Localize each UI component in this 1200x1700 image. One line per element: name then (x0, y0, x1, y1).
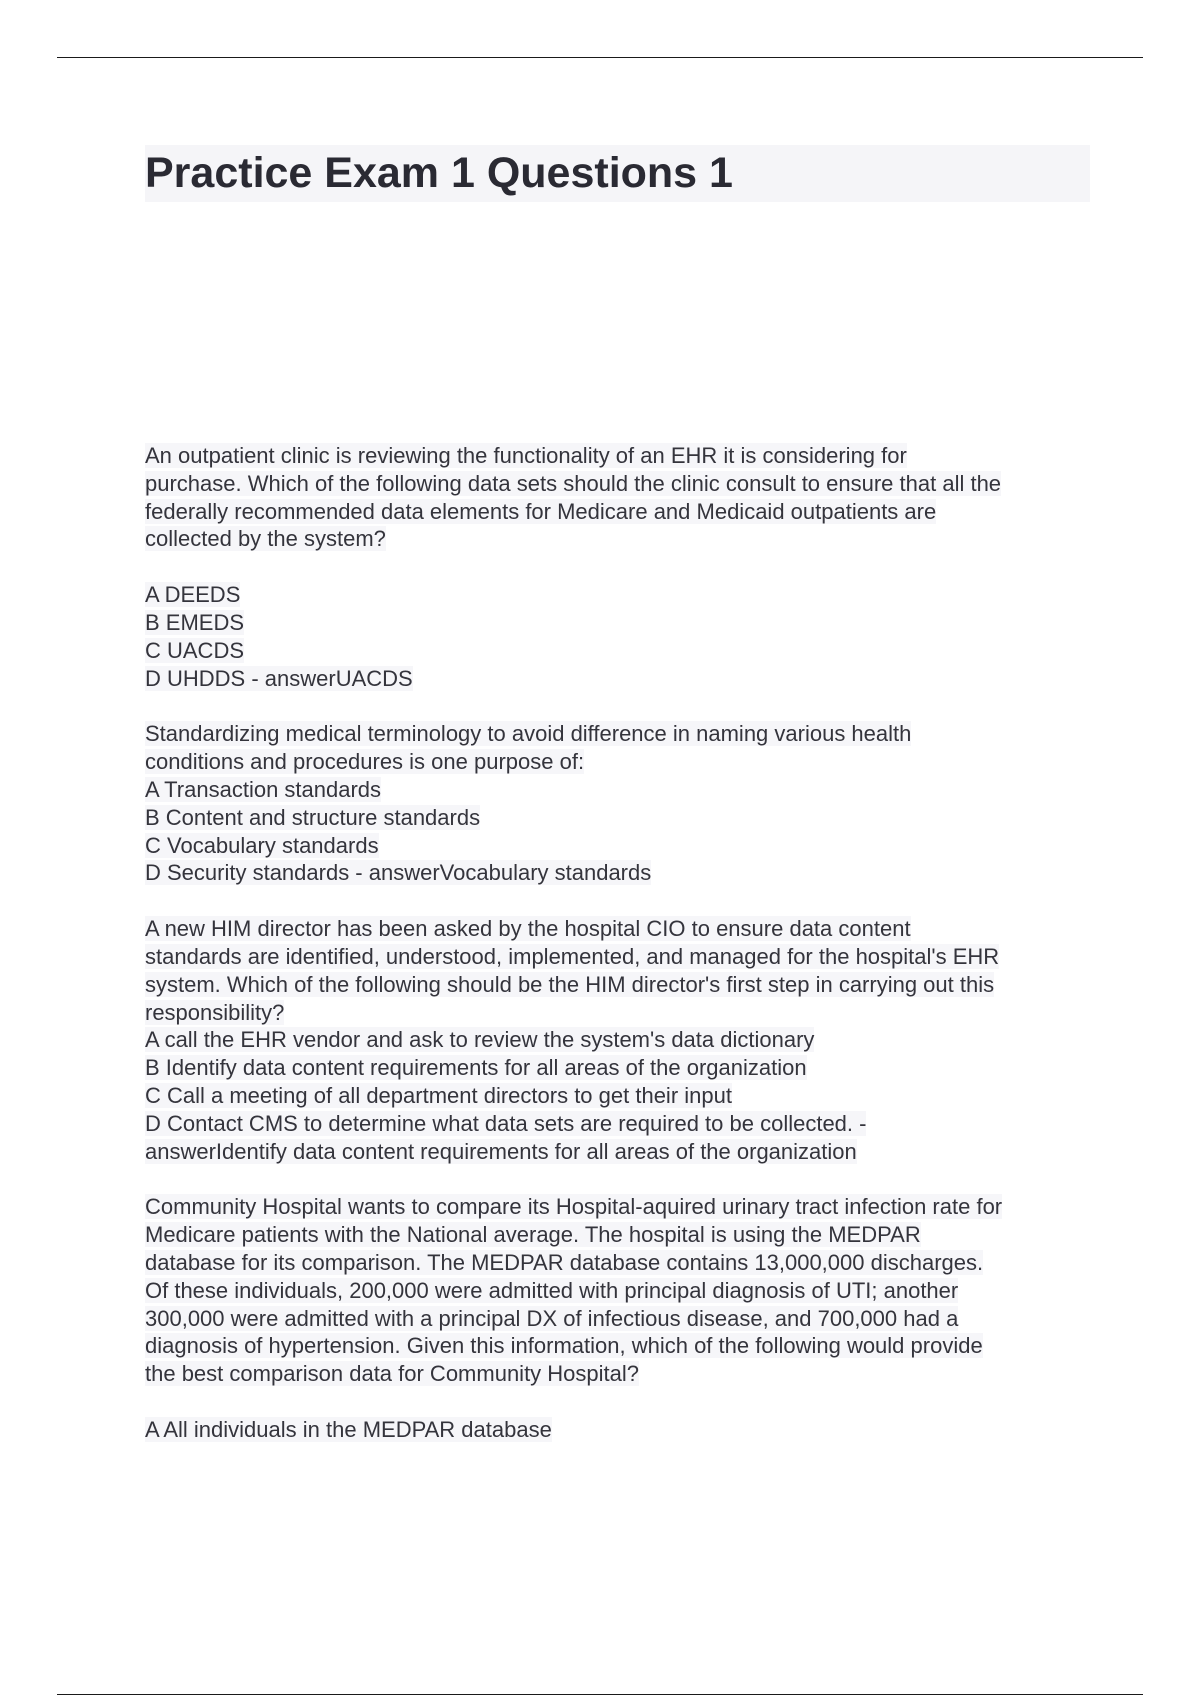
document-page (145, 145, 1090, 1472)
text-line: Medicare patients with the National average. The hospital is using the MEDPAR (145, 1222, 921, 1248)
answer-line: answerIdentify data content requirements for all areas of the organization (145, 1138, 857, 1164)
text-line: Standardizing medical terminology to avoid difference in naming various health (145, 721, 912, 747)
text-line: An outpatient clinic is reviewing the functionality of an EHR it is considering for (145, 443, 907, 468)
option-line: C Vocabulary standards (145, 832, 379, 858)
text-line: standards are identified, understood, implemented, and managed for the hospital's EHR (145, 943, 1000, 969)
answer-line: D UHDDS - answerUACDS (145, 665, 413, 691)
question-3 (145, 915, 1090, 1165)
question-2 (145, 720, 1090, 887)
question-4-stem (145, 1193, 1090, 1388)
text-line: database for its comparison. The MEDPAR database contains 13,000,000 discharges. (145, 1249, 984, 1275)
question-1-options (145, 581, 1090, 692)
text-line: Community Hospital wants to compare its Hospital-aquired urinary tract infection rate for (145, 1194, 1003, 1220)
question-4-options (145, 1416, 1090, 1444)
text-line: 300,000 were admitted with a principal DX of infectious disease, and 700,000 had a (145, 1305, 959, 1331)
option-line: A All individuals in the MEDPAR database (145, 1416, 552, 1442)
question-1-stem (145, 442, 1090, 553)
text-line: responsibility? (145, 999, 285, 1025)
document-body (145, 442, 1090, 1444)
text-line: diagnosis of hypertension. Given this information, which of the following would provide (145, 1333, 983, 1359)
text-line: conditions and procedures is one purpose of: (145, 749, 585, 775)
document-title: Practice Exam 1 Questions 1 (145, 145, 1090, 202)
text-line: the best comparison data for Community Hospital? (145, 1361, 640, 1387)
option-line: B Identify data content requirements for all areas of the organization (145, 1055, 807, 1081)
bottom-rule (57, 1694, 1143, 1695)
option-line: D Contact CMS to determine what data sets are required to be collected. - (145, 1110, 867, 1136)
option-line: B Content and structure standards (145, 804, 481, 830)
text-line: Of these individuals, 200,000 were admitted with principal diagnosis of UTI; another (145, 1277, 959, 1303)
text-line: purchase. Which of the following data sets should the clinic consult to ensure that all the (145, 470, 1002, 496)
text-line: system. Which of the following should be the HIM director's first step in carrying out this (145, 971, 995, 997)
text-line: federally recommended data elements for Medicare and Medicaid outpatients are (145, 498, 937, 524)
text-line: collected by the system? (145, 526, 386, 552)
top-rule (57, 57, 1143, 58)
option-line: A DEEDS (145, 582, 241, 608)
option-line: A call the EHR vendor and ask to review the system's data dictionary (145, 1027, 815, 1053)
option-line: B EMEDS (145, 609, 245, 635)
option-line: A Transaction standards (145, 776, 382, 802)
text-line: A new HIM director has been asked by the hospital CIO to ensure data content (145, 916, 911, 942)
option-line: C Call a meeting of all department directors to get their input (145, 1082, 732, 1108)
option-line: C UACDS (145, 637, 245, 663)
answer-line: D Security standards - answerVocabulary standards (145, 860, 652, 886)
